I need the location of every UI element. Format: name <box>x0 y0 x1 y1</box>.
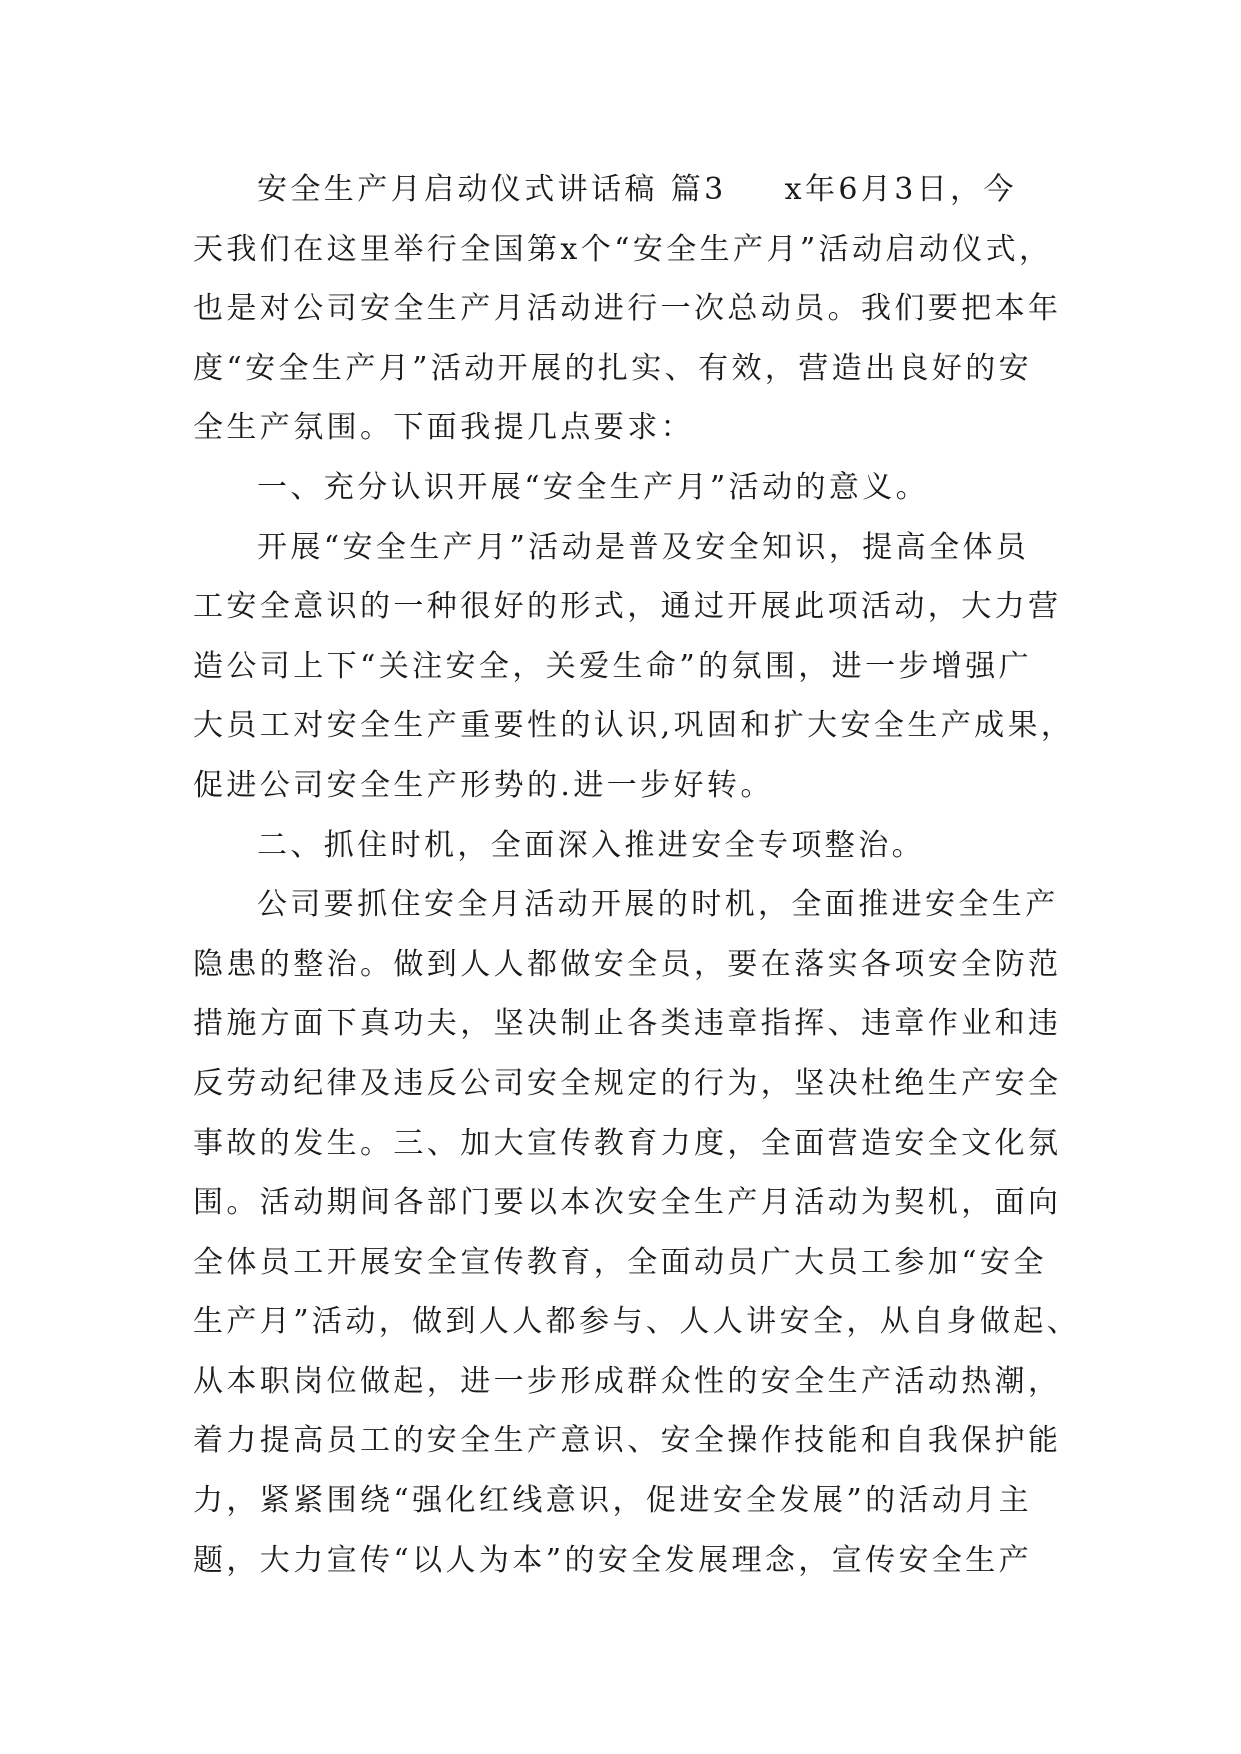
text-line: 生产月”活动，做到人人都参与、人人讲安全，从自身做起、 <box>193 1304 1081 1340</box>
text-line: 天我们在这里举行全国第x个“安全生产月”活动启动仪式， <box>193 231 1053 267</box>
text-line: 工安全意识的一种很好的形式，通过开展此项活动，大力营 <box>193 589 1062 625</box>
text-line: 全生产氛围。下面我提几点要求： <box>193 410 694 446</box>
text-line: 开展“安全生产月”活动是普及安全知识，提高全体员 <box>257 529 1030 565</box>
text-line: 题，大力宣传“以人为本”的安全发展理念，宣传安全生产 <box>193 1542 1033 1578</box>
text-line: 大员工对安全生产重要性的认识,巩固和扩大安全生产成果， <box>193 708 1075 744</box>
date-text: x年6月3日，今 <box>784 172 1017 207</box>
text-line: 也是对公司安全生产月活动进行一次总动员。我们要把本年 <box>193 291 1062 327</box>
section-heading: 一、充分认识开展“安全生产月”活动的意义。 <box>257 469 930 505</box>
text-line: 度“安全生产月”活动开展的扎实、有效，营造出良好的安 <box>193 350 1033 386</box>
text-line: 促进公司安全生产形势的.进一步好转。 <box>193 767 774 803</box>
document-body <box>193 160 1081 1590</box>
text-line: 反劳动纪律及违反公司安全规定的行为，坚决杜绝生产安全 <box>193 1065 1062 1101</box>
text-line: 力，紧紧围绕“强化红线意识，促进安全发展”的活动月主 <box>193 1483 1033 1519</box>
text-line: 着力提高员工的安全生产意识、安全操作技能和自我保护能 <box>193 1423 1062 1459</box>
text-line <box>193 160 1053 220</box>
text-line: 措施方面下真功夫，坚决制止各类违章指挥、违章作业和违 <box>193 1006 1062 1042</box>
text-line: 围。活动期间各部门要以本次安全生产月活动为契机，面向 <box>193 1185 1062 1221</box>
document-title: 安全生产月启动仪式讲话稿 篇3 <box>257 172 727 207</box>
text-line: 从本职岗位做起，进一步形成群众性的安全生产活动热潮， <box>193 1363 1062 1399</box>
text-line: 事故的发生。三、加大宣传教育力度，全面营造安全文化氛 <box>193 1125 1062 1161</box>
text-line: 全体员工开展安全宣传教育，全面动员广大员工参加“安全 <box>193 1244 1047 1280</box>
text-line: 造公司上下“关注安全，关爱生命”的氛围，进一步增强广 <box>193 648 1033 684</box>
section-heading: 二、抓住时机，全面深入推进安全专项整治。 <box>257 827 925 863</box>
text-line: 隐患的整治。做到人人都做安全员，要在落实各项安全防范 <box>193 946 1062 982</box>
text-line: 公司要抓住安全月活动开展的时机，全面推进安全生产 <box>257 887 1059 923</box>
